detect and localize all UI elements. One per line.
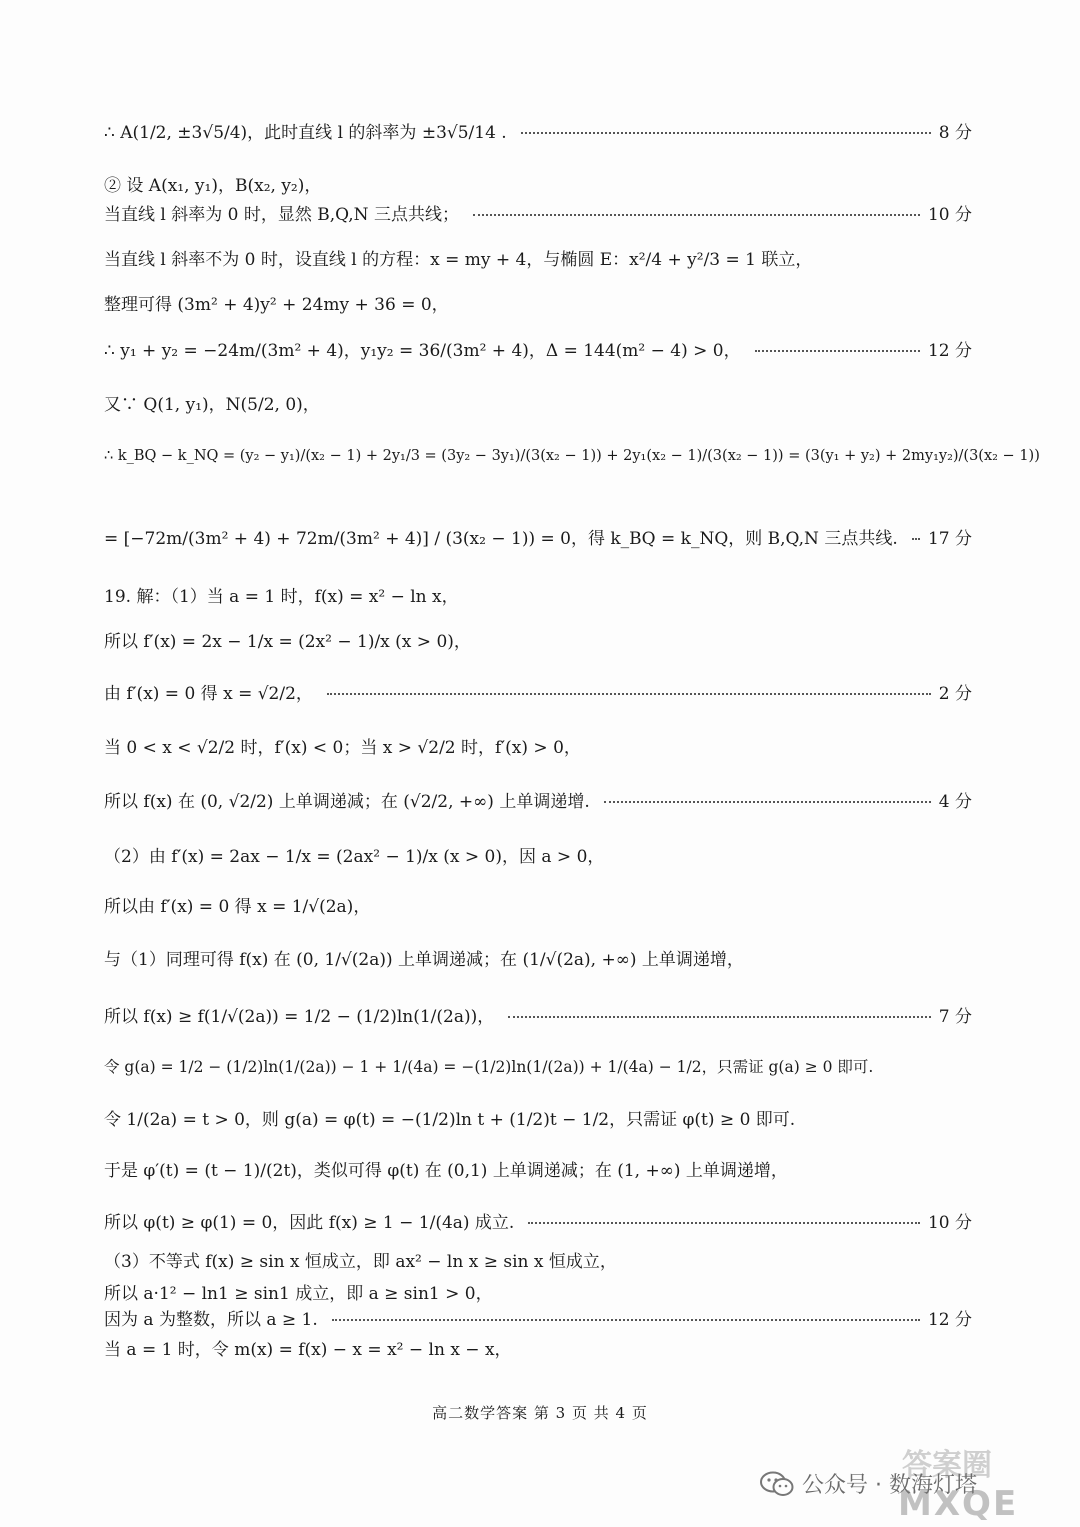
solution-line bbox=[104, 1208, 972, 1233]
line-text: 当 0 < x < √2/2 时，f′(x) < 0；当 x > √2/2 时，f′(x) > 0， bbox=[104, 738, 581, 758]
watermark-site: MXQE bbox=[898, 1484, 1019, 1524]
line-text: 19. 解：（1）当 a = 1 时，f(x) = x² − ln x， bbox=[104, 587, 459, 607]
score-label: 2 分 bbox=[938, 684, 972, 704]
solution-line bbox=[104, 200, 972, 225]
line-text: 所以 φ(t) ≥ φ(1) = 0，因此 f(x) ≥ 1 − 1/(4a) 成立. bbox=[104, 1213, 515, 1233]
leader-dots bbox=[327, 693, 931, 695]
line-text: 当直线 l 斜率不为 0 时，设直线 l 的方程：x = my + 4，与椭圆 E：x²/4 + y²/3 = 1 联立， bbox=[104, 250, 813, 270]
line-text: 所以 a·1² − ln1 ≥ sin1 成立，即 a ≥ sin1 > 0， bbox=[104, 1284, 493, 1304]
leader-dots bbox=[473, 214, 920, 216]
solution-line bbox=[104, 1335, 972, 1360]
leader-dots bbox=[912, 538, 920, 540]
solution-line bbox=[104, 524, 972, 549]
solution-line bbox=[104, 245, 972, 270]
leader-dots bbox=[521, 132, 931, 134]
line-text: （3）不等式 f(x) ≥ sin x 恒成立，即 ax² − ln x ≥ sin x 恒成立， bbox=[104, 1252, 617, 1272]
score-label: 10 分 bbox=[927, 205, 972, 225]
score-label: 10 分 bbox=[927, 1213, 972, 1233]
solution-line bbox=[104, 448, 1040, 464]
line-text: = [−72m/(3m² + 4) + 72m/(3m² + 4)] / (3(x₂ − 1)) = 0，得 k_BQ = k_NQ，则 B,Q,N 三点共线. bbox=[104, 529, 898, 549]
watermark-account-text: 公众号 · 数海灯塔 bbox=[802, 1473, 977, 1498]
line-text: ② 设 A(x₁, y₁)，B(x₂, y₂)， bbox=[104, 176, 322, 196]
line-text: ∴ k_BQ − k_NQ = (y₂ − y₁)/(x₂ − 1) + 2y₁/3 = (3y₂ − 3y₁)/(3(x₂ − 1)) + 2y₁(x₂ − 1)/(3(x₂ − 1)) = (3(y₁ + y₂) + 2my₁y₂)/(3(x₂ − 1)) bbox=[104, 448, 1040, 464]
solution-line bbox=[104, 1247, 972, 1272]
score-label: 12 分 bbox=[927, 341, 972, 361]
solution-line bbox=[104, 679, 972, 704]
solution-line bbox=[104, 290, 972, 315]
wechat-icon bbox=[760, 1471, 794, 1497]
solution-line bbox=[104, 1055, 972, 1077]
solution-line bbox=[104, 787, 972, 812]
solution-line bbox=[104, 842, 972, 867]
line-text: 整理可得 (3m² + 4)y² + 24my + 36 = 0， bbox=[104, 295, 449, 315]
solution-line bbox=[104, 336, 972, 361]
line-text: 所以 f′(x) = 2x − 1/x = (2x² − 1)/x (x > 0)， bbox=[104, 632, 471, 652]
leader-dots bbox=[528, 1222, 920, 1224]
line-text: 令 g(a) = 1/2 − (1/2)ln(1/(2a)) − 1 + 1/(4a) = −(1/2)ln(1/(2a)) + 1/(4a) − 1/2，只需证 g(a) ≥ 0 即可. bbox=[104, 1058, 874, 1076]
score-label: 4 分 bbox=[938, 792, 972, 812]
line-text: 令 1/(2a) = t > 0，则 g(a) = φ(t) = −(1/2)ln t + (1/2)t − 1/2，只需证 φ(t) ≥ 0 即可. bbox=[104, 1110, 796, 1130]
line-text: ∴ A(1/2, ±3√5/4)，此时直线 l 的斜率为 ±3√5/14 . bbox=[104, 123, 507, 143]
score-label: 7 分 bbox=[938, 1007, 972, 1027]
leader-dots bbox=[604, 801, 931, 803]
line-text: 当 a = 1 时，令 m(x) = f(x) − x = x² − ln x − x， bbox=[104, 1340, 512, 1360]
solution-line bbox=[104, 1279, 972, 1304]
line-text: 所以 f(x) 在 (0, √2/2) 上单调递减；在 (√2/2, +∞) 上单调递增. bbox=[104, 792, 590, 812]
solution-line bbox=[104, 582, 972, 607]
solution-line bbox=[104, 892, 972, 917]
solution-line bbox=[104, 390, 972, 415]
line-text: 于是 φ′(t) = (t − 1)/(2t)，类似可得 φ(t) 在 (0,1) 上单调递减；在 (1, +∞) 上单调递增， bbox=[104, 1161, 788, 1181]
solution-line bbox=[104, 945, 972, 970]
solution-line bbox=[104, 1105, 972, 1130]
line-text: 所以 f(x) ≥ f(1/√(2a)) = 1/2 − (1/2)ln(1/(2a))， bbox=[104, 1007, 495, 1027]
page-footer: 高二数学答案 第 3 页 共 4 页 bbox=[432, 1404, 648, 1422]
line-text: 由 f′(x) = 0 得 x = √2/2， bbox=[104, 684, 313, 704]
leader-dots bbox=[332, 1319, 920, 1321]
solution-line bbox=[104, 1002, 972, 1027]
line-text: 所以由 f′(x) = 0 得 x = 1/√(2a)， bbox=[104, 897, 371, 917]
line-text: 又∵ Q(1, y₁)，N(5/2, 0)， bbox=[104, 395, 320, 415]
leader-dots bbox=[508, 1016, 931, 1018]
line-text: 当直线 l 斜率为 0 时，显然 B,Q,N 三点共线； bbox=[104, 205, 459, 225]
solution-line bbox=[104, 733, 972, 758]
score-label: 17 分 bbox=[927, 529, 972, 549]
score-label: 8 分 bbox=[938, 123, 972, 143]
solution-line bbox=[104, 1156, 972, 1181]
leader-dots bbox=[755, 350, 920, 352]
line-text: 与（1）同理可得 f(x) 在 (0, 1/√(2a)) 上单调递减；在 (1/√(2a), +∞) 上单调递增， bbox=[104, 950, 744, 970]
score-label: 12 分 bbox=[927, 1310, 972, 1330]
line-text: 因为 a 为整数，所以 a ≥ 1. bbox=[104, 1310, 318, 1330]
solution-line bbox=[104, 1305, 972, 1330]
solution-line bbox=[104, 627, 972, 652]
line-text: ∴ y₁ + y₂ = −24m/(3m² + 4)，y₁y₂ = 36/(3m² + 4)，Δ = 144(m² − 4) > 0， bbox=[104, 341, 741, 361]
solution-line bbox=[104, 118, 972, 143]
solution-line bbox=[104, 171, 972, 196]
watermark-logo: 答案圈 bbox=[902, 1448, 992, 1483]
line-text: （2）由 f′(x) = 2ax − 1/x = (2ax² − 1)/x (x > 0)，因 a > 0， bbox=[104, 847, 605, 867]
